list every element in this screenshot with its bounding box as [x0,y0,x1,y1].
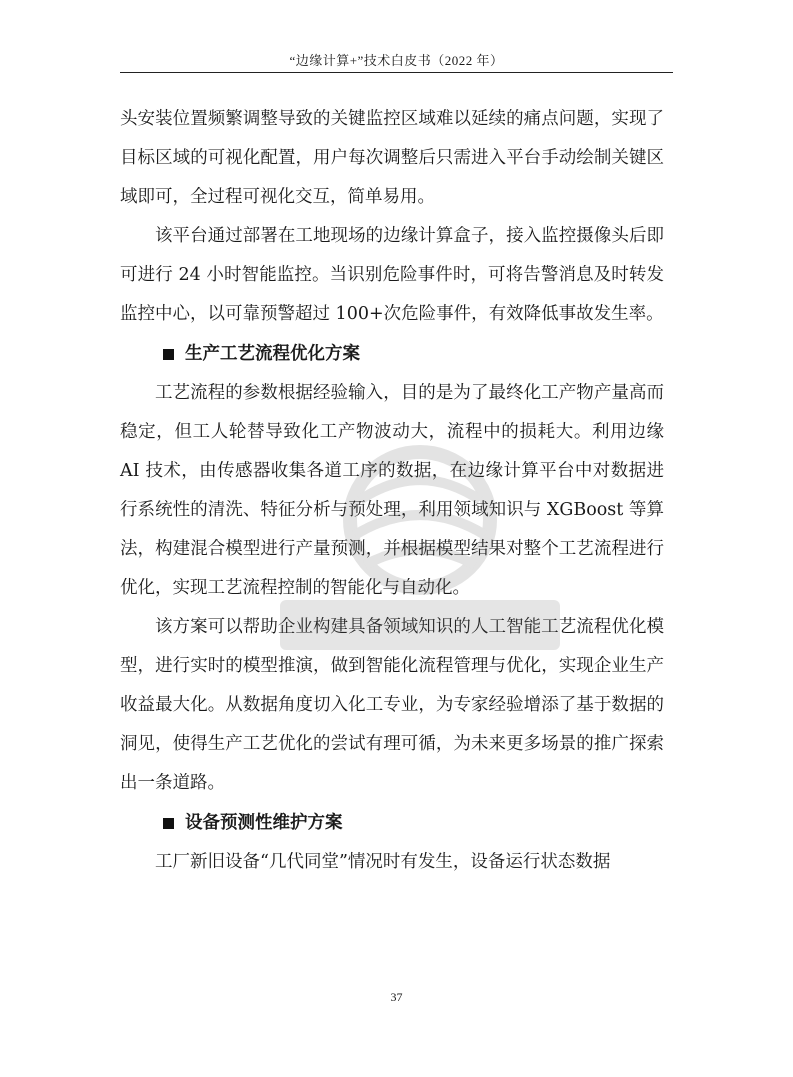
document-body [120,100,664,882]
section-heading-predictive-maintenance [120,803,664,843]
section-heading-process-optimization [120,334,664,374]
page-header: “边缘计算+”技术白皮书（2022 年） [289,53,504,68]
bullet-square-icon [163,349,174,360]
section-heading-text: 生产工艺流程优化方案 [185,344,360,364]
paragraph-continuation: 头安装位置频繁调整导致的关键监控区域难以延续的痛点问题，实现了目标区域的可视化配置，用户每次调整后只需进入平台手动绘制关键区域即可，全过程可视化交互，简单易用。 [120,109,664,207]
page-number: 37 [390,990,403,1004]
paragraph-equipment-status: 工厂新旧设备“几代同堂”情况时有发生，设备运行状态数据 [155,852,611,872]
section-heading-text: 设备预测性维护方案 [185,813,343,833]
paragraph-edge-box: 该平台通过部署在工地现场的边缘计算盒子，接入监控摄像头后即可进行 24 小时智能监控。当识别危险事件时，可将告警消息及时转发监控中心，以可靠预警超过 100+次危险事件，有效降低事故发生率。 [120,226,664,324]
paragraph-process-params: 工艺流程的参数根据经验输入，目的是为了最终化工产物产量高而稳定，但工人轮替导致化工产物波动大，流程中的损耗大。利用边缘 AI 技术，由传感器收集各道工序的数据，在边缘计算平台中对数据进行系统性的清洗、特征分析与预处理，利用领域知识与 XGBoost 等算法，构建混合模型进行产量预测，并根据模型结果对整个工艺流程进行优化，实现工艺流程控制的智能化与自动化。 [120,383,664,598]
paragraph-process-benefit: 该方案可以帮助企业构建具备领域知识的人工智能工艺流程优化模型，进行实时的模型推演，做到智能化流程管理与优化，实现企业生产收益最大化。从数据角度切入化工专业，为专家经验增添了基于数据的洞见，使得生产工艺优化的尝试有理可循，为未来更多场景的推广探索出一条道路。 [120,617,664,793]
bullet-square-icon [163,818,174,829]
header-divider [120,72,673,73]
